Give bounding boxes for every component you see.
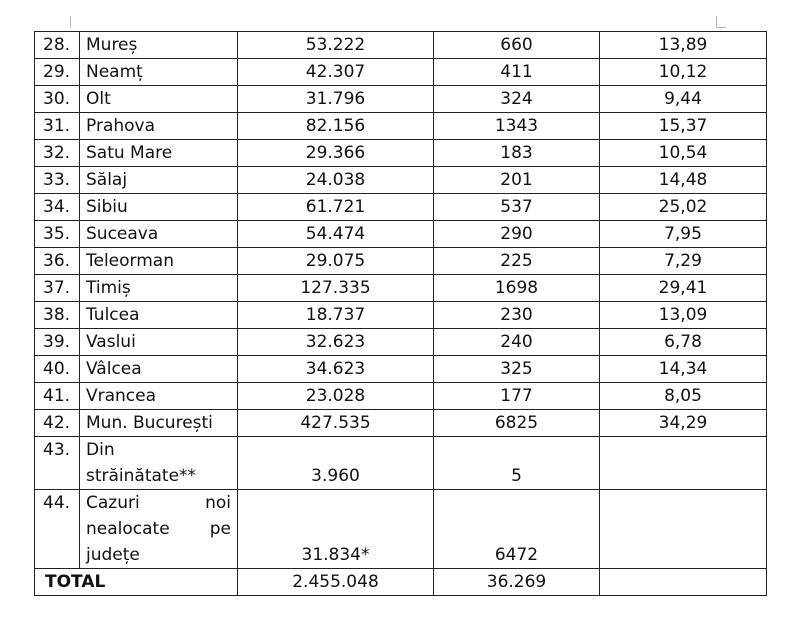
table-row <box>35 410 767 437</box>
county-cell: Satu Mare <box>80 140 238 167</box>
table-row <box>35 383 767 410</box>
total-value-b: 36.269 <box>434 569 600 596</box>
county-cell: Vâlcea <box>80 356 238 383</box>
value-c-cell: 13,09 <box>600 302 767 329</box>
county-cell: Prahova <box>80 113 238 140</box>
value-b-cell: 6472 <box>434 490 600 569</box>
county-line <box>86 516 231 542</box>
row-number: 29. <box>35 59 80 86</box>
value-c-cell <box>600 490 767 569</box>
value-c-cell: 10,54 <box>600 140 767 167</box>
value-b-cell: 537 <box>434 194 600 221</box>
value-a-cell: 54.474 <box>238 221 434 248</box>
county-cell <box>80 490 238 569</box>
table-row <box>35 221 767 248</box>
value-b-cell: 290 <box>434 221 600 248</box>
row-number: 40. <box>35 356 80 383</box>
table-row <box>35 140 767 167</box>
table-row <box>35 275 767 302</box>
table-row <box>35 356 767 383</box>
table-row <box>35 302 767 329</box>
value-c-cell: 34,29 <box>600 410 767 437</box>
row-number: 42. <box>35 410 80 437</box>
value-a-cell: 31.796 <box>238 86 434 113</box>
value-b-cell: 201 <box>434 167 600 194</box>
value-a-cell: 42.307 <box>238 59 434 86</box>
county-cell: Sălaj <box>80 167 238 194</box>
value-b-cell: 1343 <box>434 113 600 140</box>
value-a-cell: 24.038 <box>238 167 434 194</box>
value-c-cell: 14,34 <box>600 356 767 383</box>
county-cell: Vaslui <box>80 329 238 356</box>
row-number: 41. <box>35 383 80 410</box>
margin-mark-left <box>70 16 71 28</box>
value-b-cell: 324 <box>434 86 600 113</box>
table-row-total <box>35 569 767 596</box>
row-number: 34. <box>35 194 80 221</box>
margin-mark-right <box>716 16 717 28</box>
county-cell: Timiș <box>80 275 238 302</box>
value-c-cell: 7,95 <box>600 221 767 248</box>
county-line: județe <box>86 545 140 565</box>
county-cell: Olt <box>80 86 238 113</box>
value-a-cell: 31.834* <box>238 490 434 569</box>
county-line: străinătate** <box>86 466 197 486</box>
row-number: 28. <box>35 32 80 59</box>
row-number: 38. <box>35 302 80 329</box>
county-word: noi <box>205 493 231 513</box>
total-value-c <box>600 569 767 596</box>
value-b-cell: 660 <box>434 32 600 59</box>
table-row <box>35 113 767 140</box>
table-row <box>35 59 767 86</box>
value-b-cell: 240 <box>434 329 600 356</box>
county-cases-table <box>34 31 767 596</box>
row-number: 33. <box>35 167 80 194</box>
table-row-43 <box>35 437 767 490</box>
total-label: TOTAL <box>35 569 238 596</box>
value-c-cell <box>600 437 767 490</box>
value-c-cell: 25,02 <box>600 194 767 221</box>
value-b-cell: 5 <box>434 437 600 490</box>
county-cell: Suceava <box>80 221 238 248</box>
row-number: 30. <box>35 86 80 113</box>
value-b-cell: 1698 <box>434 275 600 302</box>
table-row <box>35 32 767 59</box>
county-cell: Vrancea <box>80 383 238 410</box>
value-c-cell: 6,78 <box>600 329 767 356</box>
value-b-cell: 183 <box>434 140 600 167</box>
row-number: 35. <box>35 221 80 248</box>
value-b-cell: 177 <box>434 383 600 410</box>
value-a-cell: 29.366 <box>238 140 434 167</box>
county-cell: Neamț <box>80 59 238 86</box>
table-row <box>35 167 767 194</box>
row-number: 44. <box>35 490 80 569</box>
value-a-cell: 32.623 <box>238 329 434 356</box>
value-a-cell: 127.335 <box>238 275 434 302</box>
county-cell: Mun. București <box>80 410 238 437</box>
value-c-cell: 29,41 <box>600 275 767 302</box>
value-c-cell: 15,37 <box>600 113 767 140</box>
value-b-cell: 411 <box>434 59 600 86</box>
value-c-cell: 9,44 <box>600 86 767 113</box>
value-c-cell: 7,29 <box>600 248 767 275</box>
value-a-cell: 23.028 <box>238 383 434 410</box>
row-number: 43. <box>35 437 80 490</box>
county-word: nealocate <box>86 519 170 539</box>
row-number: 31. <box>35 113 80 140</box>
value-a-cell: 34.623 <box>238 356 434 383</box>
value-a-cell: 18.737 <box>238 302 434 329</box>
county-line: Din <box>86 440 115 460</box>
value-b-cell: 230 <box>434 302 600 329</box>
table-row <box>35 194 767 221</box>
table-row-44 <box>35 490 767 569</box>
county-cell: Mureș <box>80 32 238 59</box>
value-b-cell: 6825 <box>434 410 600 437</box>
county-cell: Sibiu <box>80 194 238 221</box>
value-a-cell: 427.535 <box>238 410 434 437</box>
total-value-a: 2.455.048 <box>238 569 434 596</box>
row-number: 39. <box>35 329 80 356</box>
value-a-cell: 53.222 <box>238 32 434 59</box>
value-c-cell: 8,05 <box>600 383 767 410</box>
table-row <box>35 248 767 275</box>
county-line <box>86 490 231 516</box>
value-c-cell: 14,48 <box>600 167 767 194</box>
table-body <box>35 32 767 596</box>
county-word: pe <box>209 519 231 539</box>
table-row <box>35 329 767 356</box>
county-cell: Tulcea <box>80 302 238 329</box>
value-a-cell: 29.075 <box>238 248 434 275</box>
value-c-cell: 13,89 <box>600 32 767 59</box>
row-number: 37. <box>35 275 80 302</box>
row-number: 36. <box>35 248 80 275</box>
county-word: Cazuri <box>86 493 140 513</box>
county-cell: Teleorman <box>80 248 238 275</box>
county-cell <box>80 437 238 490</box>
value-b-cell: 325 <box>434 356 600 383</box>
value-b-cell: 225 <box>434 248 600 275</box>
row-number: 32. <box>35 140 80 167</box>
value-a-cell: 82.156 <box>238 113 434 140</box>
value-a-cell: 61.721 <box>238 194 434 221</box>
table-row <box>35 86 767 113</box>
value-a-cell: 3.960 <box>238 437 434 490</box>
value-c-cell: 10,12 <box>600 59 767 86</box>
